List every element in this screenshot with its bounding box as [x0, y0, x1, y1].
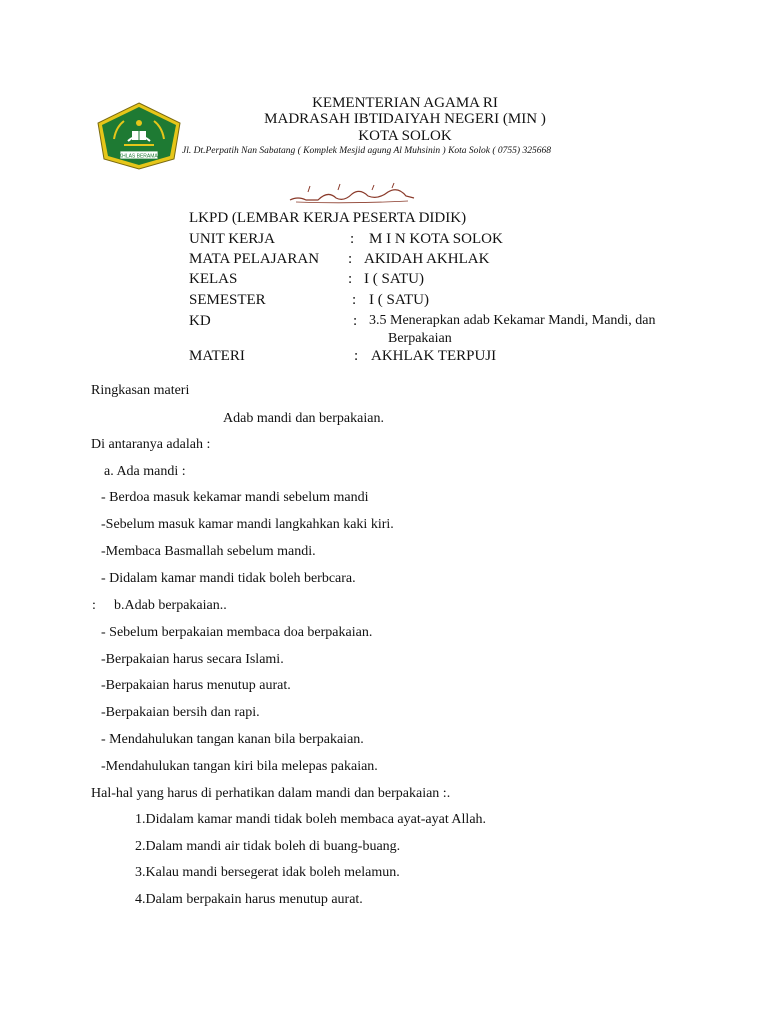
info-label-materi: MATERI [189, 348, 245, 364]
list-item: - Sebelum berpakaian membaca doa berpakaian. [101, 625, 373, 640]
info-colon: : [352, 292, 357, 308]
ringkasan-heading: Ringkasan materi [91, 383, 190, 398]
info-value-unit-kerja: M I N KOTA SOLOK [369, 231, 503, 247]
list-item: - Berdoa masuk kekamar mandi sebelum mandi [101, 490, 369, 505]
section-b-heading: b.Adab berpakaian.. [114, 598, 227, 613]
info-value-kd-cont: Berpakaian [388, 331, 452, 346]
info-label-kd: KD [189, 313, 211, 329]
hal-hal-heading: Hal-hal yang harus di perhatikan dalam mandi dan berpakaian :. [91, 786, 451, 801]
list-item: -Berpakaian harus secara Islami. [101, 652, 284, 667]
content-intro: Di antaranya adalah : [91, 437, 211, 452]
lkpd-title: LKPD (LEMBAR KERJA PESERTA DIDIK) [189, 210, 467, 226]
logo-motto: IKHLAS BERAMAL [117, 153, 161, 160]
list-item: -Berpakaian bersih dan rapi. [101, 705, 260, 720]
numbered-item: 3.Kalau mandi bersegerat idak boleh melamun. [135, 865, 400, 880]
list-item: - Didalam kamar mandi tidak boleh berbcara. [101, 571, 356, 586]
info-value-materi: AKHLAK TERPUJI [371, 348, 497, 364]
info-value-kd: 3.5 Menerapkan adab Kekamar Mandi, Mandi, dan [369, 313, 656, 328]
basmalah-calligraphy [288, 182, 416, 204]
section-b-colon: : [92, 598, 96, 613]
info-colon: : [354, 348, 359, 364]
info-value-semester: I ( SATU) [369, 292, 429, 308]
info-label-kelas: KELAS [189, 271, 238, 287]
list-item: -Berpakaian harus menutup aurat. [101, 678, 291, 693]
info-colon: : [348, 251, 353, 267]
list-item: - Mendahulukan tangan kanan bila berpakaian. [101, 732, 364, 747]
list-item: -Membaca Basmallah sebelum mandi. [101, 544, 316, 559]
info-colon: : [350, 231, 355, 247]
header-address: Jl. Dt.Perpatih Nan Sabatang ( Komplek Mesjid agung Al Muhsinin ) Kota Solok ( 0755) 325668 [182, 146, 551, 156]
numbered-item: 4.Dalam berpakain harus menutup aurat. [135, 892, 363, 907]
numbered-item: 1.Didalam kamar mandi tidak boleh membaca ayat-ayat Allah. [135, 812, 487, 827]
content-subtitle: Adab mandi dan berpakaian. [223, 411, 384, 426]
info-colon: : [353, 313, 358, 329]
info-value-mata-pelajaran: AKIDAH AKHLAK [364, 251, 490, 267]
numbered-item: 2.Dalam mandi air tidak boleh di buang-buang. [135, 839, 401, 854]
info-label-unit-kerja: UNIT KERJA [189, 231, 275, 247]
ministry-logo [94, 101, 184, 171]
info-value-kelas: I ( SATU) [364, 271, 424, 287]
header-line-1: KEMENTERIAN AGAMA RI [312, 95, 498, 111]
header-line-2: MADRASAH IBTIDAIYAH NEGERI (MIN ) [264, 111, 546, 127]
section-a-heading: a. Ada mandi : [104, 464, 186, 479]
info-colon: : [348, 271, 353, 287]
info-label-semester: SEMESTER [189, 292, 266, 308]
list-item: -Mendahulukan tangan kiri bila melepas pakaian. [101, 759, 378, 774]
info-label-mata-pelajaran: MATA PELAJARAN [189, 251, 320, 267]
list-item: -Sebelum masuk kamar mandi langkahkan kaki kiri. [101, 517, 394, 532]
header-line-3: KOTA SOLOK [358, 128, 452, 144]
